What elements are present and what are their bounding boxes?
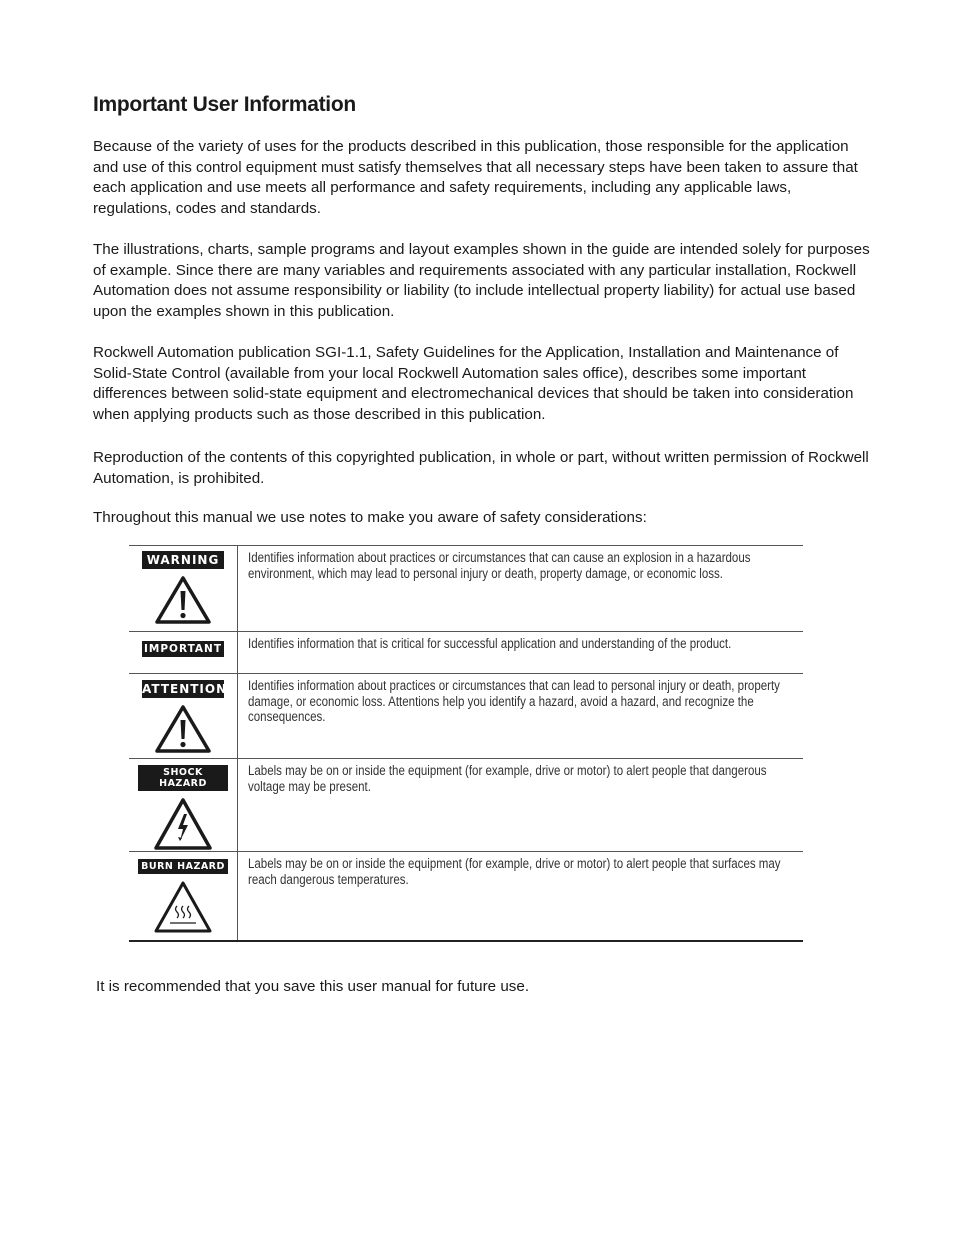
note-label-cell (129, 632, 238, 674)
safety-notes-table (129, 545, 803, 942)
warning-description: Identifies information about practices or circumstances that can cause an explosion in a hazardous environment, which may lead to personal injury or death, property damage, or economic loss. (248, 550, 751, 581)
shock-hazard-badge: SHOCK HAZARD (138, 765, 228, 791)
exclamation-triangle-icon (154, 575, 212, 625)
note-label-cell (129, 759, 238, 852)
burn-hazard-description: Labels may be on or inside the equipment (for example, drive or motor) to alert people that surfaces may reach dangerous temperatures. (248, 856, 781, 887)
exclamation-triangle-icon (154, 704, 212, 754)
note-description-cell (238, 632, 804, 674)
note-row-attention (129, 674, 803, 759)
lightning-bolt-triangle-icon (153, 797, 213, 851)
note-label-cell (129, 852, 238, 941)
note-row-burn-hazard (129, 852, 803, 941)
page-title: Important User Information (93, 93, 356, 116)
burn-hazard-badge: BURN HAZARD (138, 859, 228, 874)
paragraph-notes-intro: Throughout this manual we use notes to make you aware of safety considerations: (93, 509, 647, 526)
note-description-cell (238, 674, 804, 759)
note-row-important (129, 632, 803, 674)
paragraph-reproduction: Reproduction of the contents of this copyrighted publication, in whole or part, without written permission of Rockwell Automation, is prohibited. (93, 449, 869, 487)
shock-hazard-description: Labels may be on or inside the equipment (for example, drive or motor) to alert people that dangerous voltage may be present. (248, 763, 767, 794)
note-description-cell (238, 759, 804, 852)
attention-description: Identifies information about practices or circumstances that can lead to personal injury or death, property damage, or economic loss. Attentions help you identify a hazard, avoid a hazard, and recognize the consequences. (248, 678, 780, 725)
important-badge: IMPORTANT (143, 643, 222, 655)
hot-surface-triangle-icon (153, 880, 213, 934)
note-row-shock-hazard (129, 759, 803, 852)
note-label-cell (129, 546, 238, 632)
paragraph-illustrations: The illustrations, charts, sample programs and layout examples shown in the guide are intended solely for purposes of example. Since there are many variables and requirements associated with any particular installation, Rockwell Automation does not assume responsibility or liability (to include intellectual property liability) for actual use based upon the examples shown in this publication. (93, 241, 870, 321)
paragraph-sgi-publication: Rockwell Automation publication SGI-1.1, Safety Guidelines for the Application, Installation and Maintenance of Solid-State Control (available from your local Rockwell Automation sales office), describes some important differences between solid-state equipment and electromechanical devices that should be taken into consideration when applying products such as those described in this publication. (93, 344, 854, 424)
note-description-cell (238, 852, 804, 941)
warning-badge: WARNING (142, 551, 224, 569)
attention-badge: ATTENTION (142, 682, 228, 696)
note-description-cell (238, 546, 804, 632)
important-description: Identifies information that is critical for successful application and understanding of the product. (248, 636, 732, 651)
note-label-cell (129, 674, 238, 759)
note-row-warning (129, 546, 803, 632)
paragraph-variety-of-uses: Because of the variety of uses for the products described in this publication, those responsible for the application and use of this control equipment must satisfy themselves that all necessary steps have been taken to assure that each application and use meets all performance and safety requirements, including any applicable laws, regulations, codes and standards. (93, 138, 858, 218)
paragraph-save-manual: It is recommended that you save this user manual for future use. (96, 978, 530, 995)
